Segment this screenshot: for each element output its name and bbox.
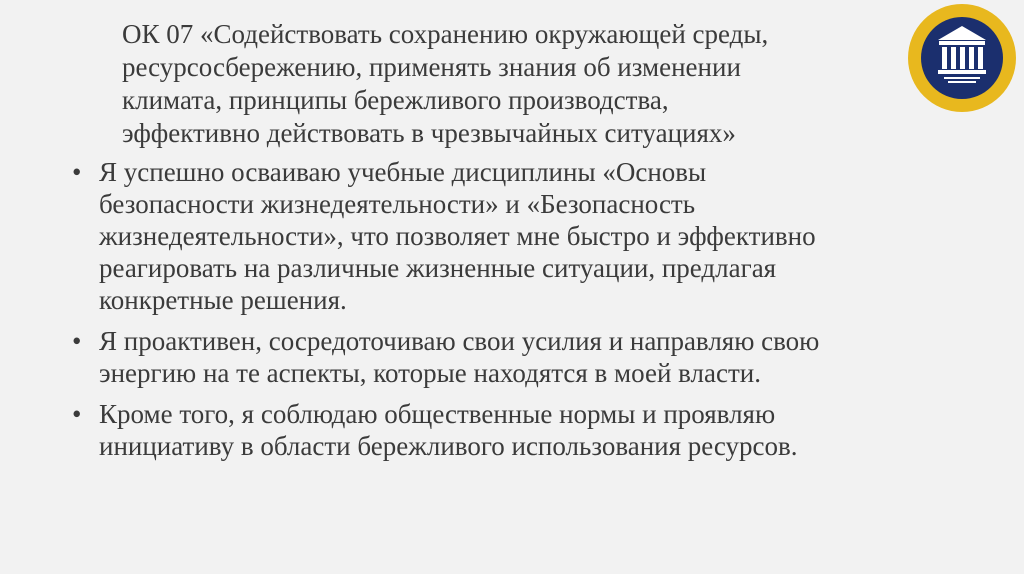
bullet-line: Я проактивен, сосредоточиваю свои усилия и направляю свою <box>99 326 820 356</box>
bullet-line: конкретные решения. <box>99 285 347 315</box>
title-line: ресурсосбережению, применять знания об изменении <box>122 52 741 82</box>
title-line: климата, принципы бережливого производства, <box>122 85 669 115</box>
title-line: эффективно действовать в чрезвычайных ситуациях» <box>122 118 736 148</box>
bullet-item <box>72 156 932 316</box>
bullet-line: Я успешно осваиваю учебные дисциплины «Основы <box>99 157 707 187</box>
slide-title <box>122 18 882 150</box>
bullet-line: жизнедеятельности», что позволяет мне быстро и эффективно <box>99 221 816 251</box>
bullet-line: безопасности жизнедеятельности» и «Безопасность <box>99 189 696 219</box>
bullet-line: Кроме того, я соблюдаю общественные нормы и проявляю <box>99 399 776 429</box>
bullet-item <box>72 325 932 389</box>
bullet-dot: • <box>72 157 82 187</box>
bullet-list <box>72 156 932 471</box>
bullet-line: инициативу в области бережливого использования ресурсов. <box>99 431 798 461</box>
title-line: ОК 07 «Содействовать сохранению окружающей среды, <box>122 19 769 49</box>
bullet-item <box>72 398 932 462</box>
bullet-dot: • <box>72 399 82 429</box>
bullet-line: реагировать на различные жизненные ситуации, предлагая <box>99 253 777 283</box>
bullet-line: энергию на те аспекты, которые находятся в моей власти. <box>99 358 761 388</box>
bullet-dot: • <box>72 326 82 356</box>
college-logo <box>906 2 1018 114</box>
